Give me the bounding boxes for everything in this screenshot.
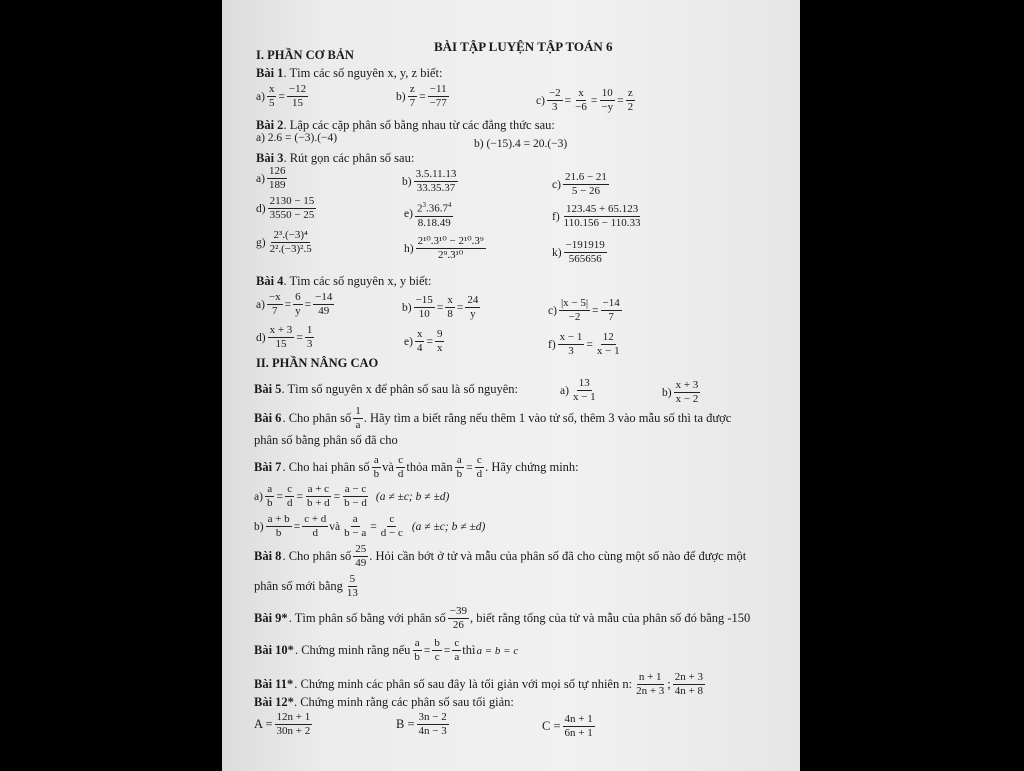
problem-12-A: A = $\frac{12n + 1}{30n + 2}$	[254, 711, 311, 737]
page-title: BÀI TẬP LUYỆN TẬP TOÁN 6	[434, 39, 613, 54]
problem-4c: c) $\frac{|x - 5|}{-2}$ = $\frac{-14}{7}$	[548, 297, 620, 323]
problem-6-line1: Bài 6 . Cho phân số $\frac{1}{a}$ . Hãy tìm a biết rằng nếu thêm 1 vào tử số, thêm 3 vào mẫu số thì ta được	[254, 405, 732, 431]
problem-3b: b) $\frac{3.5.11.13}{33.35.37}$	[402, 168, 457, 194]
problem-1-prompt: Bài 1. Tìm các số nguyên x, y, z biết:	[256, 66, 443, 80]
problem-3d: d) $\frac{2130 - 15}{3550 - 25}$	[256, 195, 315, 221]
problem-10: Bài 10* . Chứng minh rằng nếu $\frac{a}{b}$ = $\frac{b}{c}$ = $\frac{c}{a}$ thì a = b = c	[254, 637, 519, 663]
problem-12-prompt: Bài 12*. Chứng minh rằng các phân số sau tối giản:	[254, 695, 514, 709]
problem-2b: b) (−15).4 = 20.(−3)	[474, 138, 568, 150]
problem-11: Bài 11* . Chứng minh các phân số sau đây là tối giản với mọi số tự nhiên n: $\frac{n + 1}{2n + 3}$ ; $\frac{2n + 3}{4n + 8}$	[254, 671, 703, 697]
problem-5a: a) $\frac{13}{x - 1}$	[560, 377, 596, 403]
section-2-heading: II. PHẦN NÂNG CAO	[256, 356, 379, 370]
problem-8-line2: phân số mới bằng $\frac{5}{13}$	[254, 573, 358, 599]
problem-1c: c) $\frac{-2}{3}$ = $\frac{x}{-6}$ = $\frac{10}{-y}$ = $\frac{z}{2}$	[536, 87, 634, 113]
problem-7b: b) $\frac{a + b}{b}$ = $\frac{c + d}{d}$ và $\frac{a}{b - a}$ = $\frac{c}{d - c}$ (a ≠ ±c; b ≠ ±d)	[254, 513, 486, 539]
problem-6-line2: phân số bằng phân số đã cho	[254, 433, 398, 447]
problem-4e: e) $\frac{x}{4}$ = $\frac{9}{x}$	[404, 328, 443, 354]
problem-2-prompt: Bài 2. Lập các cặp phân số bằng nhau từ các đẳng thức sau:	[256, 118, 555, 132]
problem-3-prompt: Bài 3. Rút gọn các phân số sau:	[256, 151, 415, 165]
problem-5b: b) $\frac{x + 3}{x - 2}$	[662, 379, 699, 405]
problem-7a: a) $\frac{a}{b}$ = $\frac{c}{d}$ = $\frac{a + c}{b + d}$ = $\frac{a - c}{b - d}$ (a ≠ ±c; b ≠ ±d)	[254, 483, 450, 509]
problem-4-prompt: Bài 4. Tìm các số nguyên x, y biết:	[256, 274, 432, 288]
worksheet-page	[222, 0, 800, 771]
problem-3h: h) $\frac{\text{2¹⁰.3¹⁰ − 2¹⁰.3⁹}}{\text{2⁹.3¹⁰}}$	[404, 235, 484, 261]
problem-4a: a) $\frac{-x}{7}$ = $\frac{6}{y}$ = $\frac{-14}{49}$	[256, 291, 333, 317]
problem-1b: b) $\frac{z}{7}$ = $\frac{-11}{-77}$	[396, 83, 447, 109]
problem-5-prompt: Bài 5. Tìm số nguyên x để phân số sau là số nguyên:	[254, 382, 518, 396]
problem-3k: k) $\frac{-191919}{565656}$	[552, 239, 605, 265]
problem-4b: b) $\frac{-15}{10}$ = $\frac{x}{8}$ = $\frac{24}{y}$	[402, 294, 479, 320]
problem-1a: a) $\frac{x}{5}$ = $\frac{-12}{15}$	[256, 83, 307, 109]
problem-9: Bài 9* . Tìm phân số bằng với phân số $\frac{-39}{26}$ , biết rằng tổng của tử và mẫu của phân số đó bằng -150	[254, 605, 751, 631]
problem-4d: d) $\frac{x + 3}{15}$ = $\frac{1}{3}$	[256, 324, 313, 350]
problem-3f: f) $\frac{123.45 + 65.123}{110.156 - 110.33}$	[552, 203, 641, 229]
problem-3e: e) $\frac{2^3.36.7^4}{8.18.49}$	[404, 201, 452, 229]
problem-3c: c) $\frac{21.6 - 21}{5 - 26}$	[552, 171, 607, 197]
problem-8-line1: Bài 8 . Cho phân số $\frac{25}{49}$ . Hỏi cần bớt ở tử và mẫu của phân số đã cho cùng một số nào để được một	[254, 543, 747, 569]
problem-12-B: B = $\frac{3n - 2}{4n - 3}$	[396, 711, 447, 737]
section-1-heading: I. PHẦN CƠ BẢN	[256, 48, 354, 62]
problem-3a: a) $\frac{126}{189}$	[256, 165, 286, 191]
problem-12-C: C = $\frac{4n + 1}{6n + 1}$	[542, 713, 593, 739]
problem-7-prompt: Bài 7 . Cho hai phân số $\frac{a}{b}$ và $\frac{c}{d}$ thỏa mãn $\frac{a}{b}$ = $\frac{c}{d}$ . Hãy chứng minh:	[254, 454, 579, 480]
problem-3g: g) $\frac{\text{2³.(−3)⁴}}{\text{2².(−3)².5}}$	[256, 229, 312, 255]
problem-4f: f) $\frac{x - 1}{3}$ = $\frac{12}{x - 1}$	[548, 331, 620, 357]
problem-2a: a) 2.6 = (−3).(−4)	[256, 132, 338, 144]
